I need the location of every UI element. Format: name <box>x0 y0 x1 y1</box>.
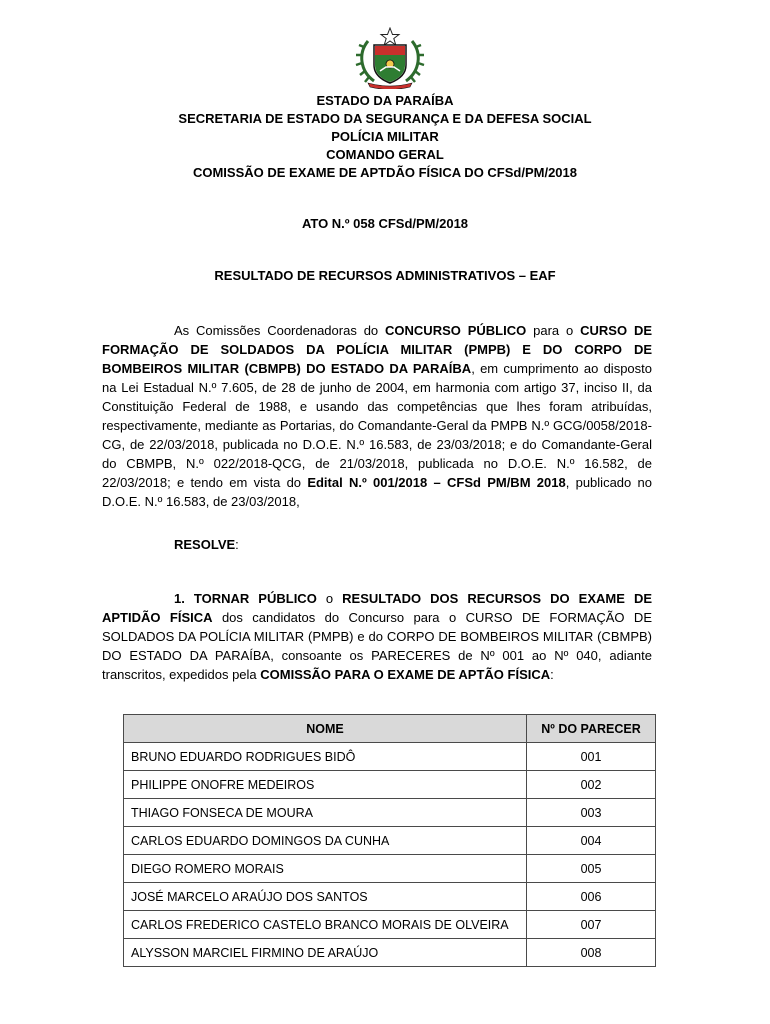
header-secretariat: SECRETARIA DE ESTADO DA SEGURANÇA E DA DEFESA SOCIAL <box>178 111 592 126</box>
preamble-text-1: As Comissões Coordenadoras do <box>174 323 386 338</box>
table-row <box>124 799 656 827</box>
act-number: ATO N.º 058 CFSd/PM/2018 <box>301 216 469 231</box>
preamble-bold-3: Edital N.º 001/2018 – CFSd PM/BM 2018 <box>307 475 566 490</box>
results-table <box>123 714 656 967</box>
preamble-text-2: para o <box>526 323 581 338</box>
resolution-bold-1: 1. TORNAR PÚBLICO <box>174 591 317 606</box>
table-row <box>124 883 656 911</box>
candidate-name: CARLOS FREDERICO CASTELO BRANCO MORAIS DE OLVEIRA <box>124 911 527 939</box>
state-coat-of-arms-icon <box>354 27 426 89</box>
resolve-colon: : <box>235 537 239 552</box>
parecer-number: 006 <box>527 883 656 911</box>
column-header-parecer: Nº DO PARECER <box>527 715 656 743</box>
parecer-number: 007 <box>527 911 656 939</box>
resolution-bold-3: COMISSÃO PARA O EXAME DE APTÃO FÍSICA <box>260 667 551 682</box>
parecer-number: 001 <box>527 743 656 771</box>
preamble-text-4: , publicado no D.O.E. N.º 16.583, de 23/03/2018, <box>102 475 652 509</box>
table-header-row <box>124 715 656 743</box>
parecer-number: 002 <box>527 771 656 799</box>
candidate-name: THIAGO FONSECA DE MOURA <box>124 799 527 827</box>
candidate-name: ALYSSON MARCIEL FIRMINO DE ARAÚJO <box>124 939 527 967</box>
preamble-bold-1: CONCURSO PÚBLICO <box>385 323 527 338</box>
column-header-name: NOME <box>124 715 527 743</box>
header-command: COMANDO GERAL <box>326 147 444 162</box>
candidate-name: BRUNO EDUARDO RODRIGUES BIDÔ <box>124 743 527 771</box>
table-row <box>124 771 656 799</box>
resolve-word: RESOLVE <box>174 537 236 552</box>
table-row <box>124 939 656 967</box>
header-commission: COMISSÃO DE EXAME DE APTDÃO FÍSICA DO CFSd/PM/2018 <box>192 165 578 180</box>
candidate-name: CARLOS EDUARDO DOMINGOS DA CUNHA <box>124 827 527 855</box>
resolution-bold-2: RESULTADO DOS RECURSOS DO EXAME DE APTIDÃO FÍSICA <box>102 591 652 625</box>
resolution-text-3: : <box>550 667 554 682</box>
table-row <box>124 743 656 771</box>
parecer-number: 008 <box>527 939 656 967</box>
document-title: RESULTADO DE RECURSOS ADMINISTRATIVOS – EAF <box>214 268 556 283</box>
resolution-paragraph <box>102 589 652 684</box>
parecer-number: 004 <box>527 827 656 855</box>
header-police: POLÍCIA MILITAR <box>331 129 439 144</box>
resolve-label <box>174 537 239 552</box>
table-row <box>124 827 656 855</box>
preamble-bold-2: CURSO DE FORMAÇÃO DE SOLDADOS DA POLÍCIA MILITAR (PMPB) E DO CORPO DE BOMBEIROS MILITAR (CBMPB) DO ESTADO DA PARAÍBA <box>102 323 653 376</box>
preamble-paragraph <box>102 321 652 511</box>
preamble-text-3: , em cumprimento ao disposto na Lei Estadual N.º 7.605, de 28 de junho de 2004, em harmonia com artigo 37, inciso II, da Constituição Federal de 1988, e usando das competências que lhes foram atribuídas, respectivamente, mediante as Portarias, do Comandante-Geral da PMPB N.º GCG/0058/2018-CG, de 22/03/2018, publicada no D.O.E. N.º 16.583, de 23/03/2018; e do Comandante-Geral do CBMPB, N.º 022/2018-QCG, de 21/03/2018, publicada no D.O.E. N.º 16.582, de 22/03/2018; e tendo em vista do <box>102 361 652 490</box>
resolution-text-1: o <box>316 591 343 606</box>
resolution-text-2: dos candidatos do Concurso para o CURSO DE FORMAÇÃO DE SOLDADOS DA POLÍCIA MILITAR (PMPB) e do CORPO DE BOMBEIROS MILITAR (CBMPB) DO ESTADO DA PARAÍBA, consoante os PARECERES de Nº 001 ao Nº 040, adiante transcritos, expedidos pela <box>102 610 652 682</box>
table-row <box>124 911 656 939</box>
candidate-name: PHILIPPE ONOFRE MEDEIROS <box>124 771 527 799</box>
candidate-name: JOSÉ MARCELO ARAÚJO DOS SANTOS <box>124 883 527 911</box>
table-row <box>124 855 656 883</box>
parecer-number: 003 <box>527 799 656 827</box>
document-header <box>0 92 770 182</box>
parecer-number: 005 <box>527 855 656 883</box>
header-state: ESTADO DA PARAÍBA <box>316 93 454 108</box>
candidate-name: DIEGO ROMERO MORAIS <box>124 855 527 883</box>
